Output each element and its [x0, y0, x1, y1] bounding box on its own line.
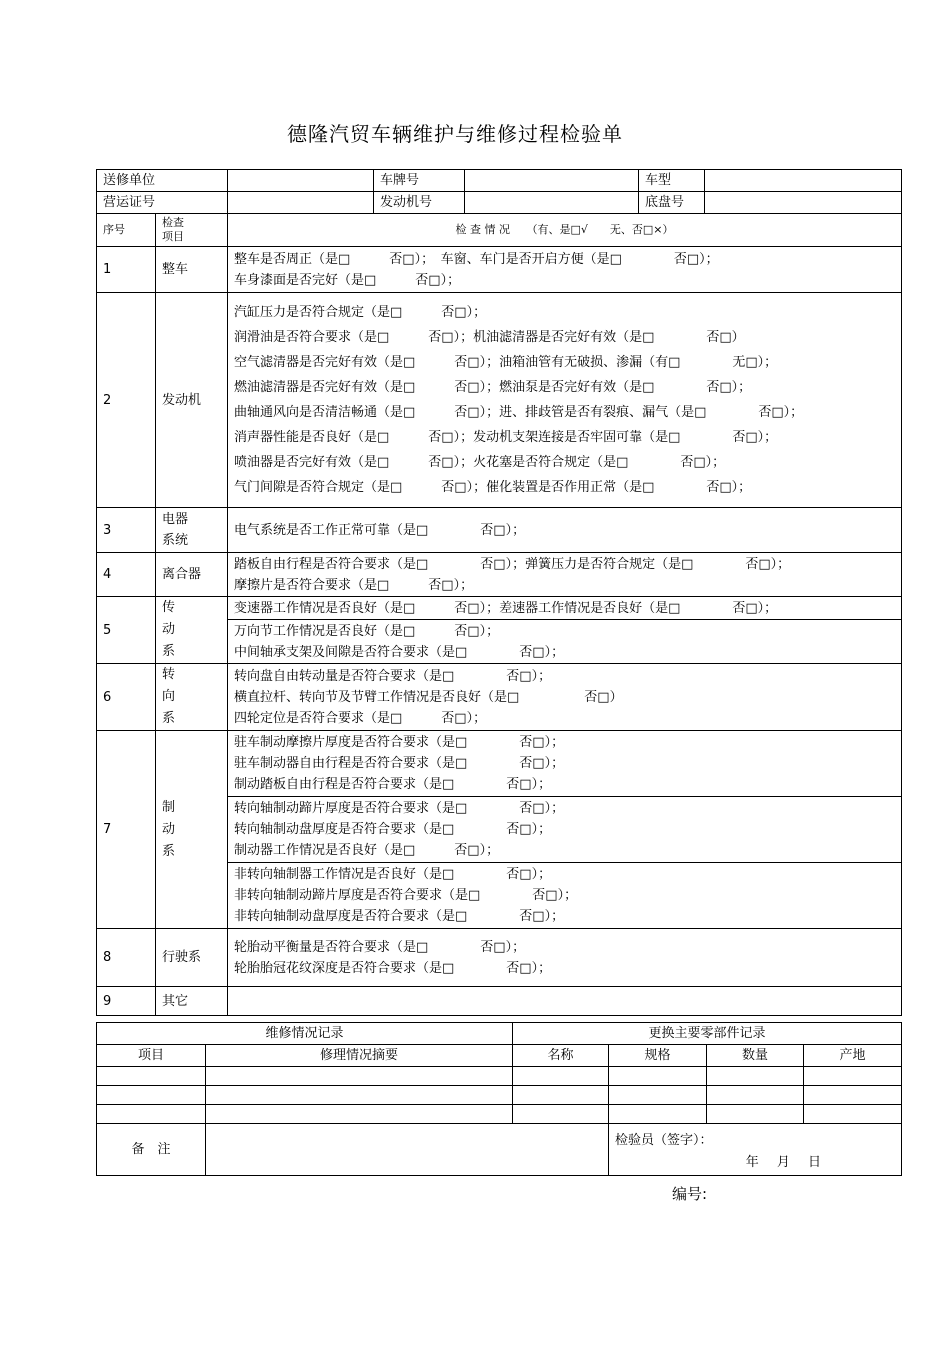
col-origin: 产地	[804, 1045, 902, 1067]
check-line: 整车是否周正（是□ 否□）； 车窗、车门是否开启方便（是□ 否□）；	[234, 251, 719, 267]
row-name: 行驶系	[156, 929, 228, 987]
check-line: 气门间隙是否符合规定（是□ 否□）；催化装置是否作用正常（是□ 否□）；	[234, 480, 752, 495]
col-item-header-l1: 检查	[162, 216, 184, 229]
plate-no-field[interactable]	[465, 170, 639, 192]
model-label: 车型	[639, 170, 705, 192]
row-name-l1: 电器	[162, 512, 189, 527]
check-line: 中间轴承支架及间隙是否符合要求（是□ 否□）；	[234, 644, 565, 660]
inspection-table	[96, 169, 902, 1016]
check-line: 润滑油是否符合要求（是□ 否□）；机油滤清器是否完好有效（是□ 否□）	[234, 330, 745, 345]
remarks-label: 备 注	[97, 1124, 206, 1176]
check-line: 转向轴制动盘厚度是否符合要求（是□ 否□）；	[234, 822, 552, 837]
parts-record-title: 更换主要零部件记录	[513, 1023, 902, 1045]
check-line: 踏板自由行程是否符合要求（是□ 否□）；弹簧压力是否符合规定（是□ 否□）；	[234, 556, 791, 572]
check-line: 制动器工作情况是否良好（是□ 否□）；	[234, 843, 500, 858]
send-unit-label: 送修单位	[97, 170, 228, 192]
record-cell[interactable]	[804, 1067, 902, 1086]
license-no-label: 营运证号	[97, 192, 228, 214]
check-line: 非转向轴制动盘厚度是否符合要求（是□ 否□）；	[234, 909, 565, 924]
page-title: 德隆汽贸车辆维护与维修过程检验单	[287, 122, 623, 146]
row-name: 发动机	[156, 293, 228, 508]
check-line: 制动踏板自由行程是否符合要求（是□ 否□）；	[234, 777, 552, 792]
row-no: 4	[97, 553, 156, 597]
row-name: 离合器	[156, 553, 228, 597]
check-line: 转向轴制动蹄片厚度是否符合要求（是□ 否□）；	[234, 801, 565, 816]
table-row	[97, 553, 902, 597]
col-seq-header: 序号	[97, 214, 156, 247]
table-row	[97, 1105, 902, 1124]
check-line: 转向盘自由转动量是否符合要求（是□ 否□）；	[234, 668, 552, 684]
table-row	[97, 293, 902, 508]
row-name-char: 动	[162, 821, 176, 837]
date-label: 年 月 日	[745, 1154, 822, 1170]
row-name-char: 系	[162, 711, 176, 726]
check-line: 轮胎动平衡量是否符合要求（是□ 否□）；	[234, 939, 526, 955]
engine-no-label: 发动机号	[374, 192, 465, 214]
table-row	[97, 247, 902, 293]
record-cell[interactable]	[513, 1067, 609, 1086]
row-no: 5	[97, 597, 156, 664]
chassis-no-field[interactable]	[705, 192, 902, 214]
record-cell[interactable]	[707, 1067, 804, 1086]
record-cell[interactable]	[707, 1105, 804, 1124]
table-row	[97, 1086, 902, 1105]
other-field[interactable]	[228, 987, 902, 1016]
check-line: 摩擦片是否符合要求（是□ 否□）；	[234, 577, 474, 593]
row-content	[228, 664, 902, 731]
row-name	[156, 731, 228, 929]
row-name-char: 向	[162, 689, 176, 704]
send-unit-field[interactable]	[228, 170, 374, 192]
row-no: 6	[97, 664, 156, 731]
check-line: 万向节工作情况是否良好（是□ 否□）；	[234, 623, 500, 639]
row-name-char: 转	[162, 667, 176, 682]
check-line: 汽缸压力是否符合规定（是□ 否□）；	[234, 305, 487, 320]
col-item: 项目	[97, 1045, 206, 1067]
chassis-no-label: 底盘号	[639, 192, 705, 214]
row-no: 7	[97, 731, 156, 929]
check-line: 驻车制动器自由行程是否符合要求（是□ 否□）；	[234, 756, 565, 771]
table-row	[97, 597, 902, 620]
record-cell[interactable]	[804, 1086, 902, 1105]
check-line: 四轮定位是否符合要求（是□ 否□）；	[234, 710, 487, 726]
check-line: 驻车制动摩擦片厚度是否符合要求（是□ 否□）；	[234, 735, 565, 750]
row-name-char: 系	[162, 644, 176, 659]
row-name	[156, 664, 228, 731]
col-status-header: 检 查 情 况 （有、是□√ 无、否□×）	[228, 214, 902, 247]
row-content	[228, 508, 902, 553]
row-content	[228, 553, 902, 597]
record-cell[interactable]	[804, 1105, 902, 1124]
row-name	[156, 597, 228, 664]
record-cell[interactable]	[97, 1086, 206, 1105]
col-item-header-l2: 项目	[162, 230, 184, 243]
inspector-label: 检验员（签字）：	[615, 1132, 713, 1148]
col-qty: 数量	[707, 1045, 804, 1067]
table-row	[97, 664, 902, 731]
record-cell[interactable]	[513, 1086, 609, 1105]
row-content	[228, 731, 902, 797]
row-content	[228, 863, 902, 929]
license-no-field[interactable]	[228, 192, 374, 214]
col-spec: 规格	[609, 1045, 707, 1067]
check-line: 空气滤清器是否完好有效（是□ 否□）；油箱油管有无破损、渗漏（有□ 无□）；	[234, 355, 778, 370]
record-cell[interactable]	[206, 1086, 513, 1105]
row-content	[228, 797, 902, 863]
check-line: 车身漆面是否完好（是□ 否□）；	[234, 272, 461, 288]
row-name-char: 传	[162, 600, 176, 615]
record-cell[interactable]	[97, 1105, 206, 1124]
records-table	[96, 1022, 902, 1176]
record-cell[interactable]	[609, 1067, 707, 1086]
row-name: 整车	[156, 247, 228, 293]
row-name-char: 制	[162, 799, 176, 815]
row-no: 2	[97, 293, 156, 508]
record-cell[interactable]	[206, 1105, 513, 1124]
row-no: 9	[97, 987, 156, 1016]
table-row	[97, 1067, 902, 1086]
row-no: 3	[97, 508, 156, 553]
check-line: 横直拉杆、转向节及节臂工作情况是否良好（是□ 否□）	[234, 689, 623, 705]
serial-no-label: 编号:	[672, 1185, 708, 1203]
row-name	[156, 508, 228, 553]
row-name-char: 动	[162, 622, 176, 637]
row-name-char: 系	[162, 843, 176, 859]
model-field[interactable]	[705, 170, 902, 192]
check-line: 消声器性能是否良好（是□ 否□）；发动机支架连接是否牢固可靠（是□ 否□）；	[234, 430, 778, 445]
col-name: 名称	[513, 1045, 609, 1067]
record-cell[interactable]	[97, 1067, 206, 1086]
check-line: 曲轴通风向是否清洁畅通（是□ 否□）；进、排歧管是否有裂痕、漏气（是□ 否□）；	[234, 405, 804, 420]
check-line: 非转向轴制器工作情况是否良好（是□ 否□）；	[234, 867, 552, 882]
table-row	[97, 731, 902, 797]
row-no: 8	[97, 929, 156, 987]
table-row	[97, 508, 902, 553]
col-summary: 修理情况摘要	[206, 1045, 513, 1067]
engine-no-field[interactable]	[465, 192, 639, 214]
table-row	[97, 929, 902, 987]
check-line: 电气系统是否工作正常可靠（是□ 否□）；	[234, 522, 526, 538]
check-line: 变速器工作情况是否良好（是□ 否□）；差速器工作情况是否良好（是□ 否□）；	[228, 597, 902, 620]
record-cell[interactable]	[609, 1105, 707, 1124]
row-name: 其它	[156, 987, 228, 1016]
check-line: 喷油器是否完好有效（是□ 否□）；火花塞是否符合规定（是□ 否□）；	[234, 455, 726, 470]
remarks-field[interactable]	[206, 1124, 609, 1176]
check-line: 非转向轴制动蹄片厚度是否符合要求（是□ 否□）；	[234, 888, 578, 903]
check-line: 轮胎胎冠花纹深度是否符合要求（是□ 否□）；	[234, 960, 552, 976]
row-content	[228, 620, 902, 664]
row-no: 1	[97, 247, 156, 293]
row-content	[228, 247, 902, 293]
record-cell[interactable]	[707, 1086, 804, 1105]
record-cell[interactable]	[513, 1105, 609, 1124]
repair-record-title: 维修情况记录	[97, 1023, 513, 1045]
record-cell[interactable]	[609, 1086, 707, 1105]
row-name-l2: 系统	[162, 533, 189, 548]
inspector-cell[interactable]	[609, 1124, 902, 1176]
col-item-header	[156, 214, 228, 247]
record-cell[interactable]	[206, 1067, 513, 1086]
table-row	[97, 987, 902, 1016]
plate-no-label: 车牌号	[374, 170, 465, 192]
row-content	[228, 929, 902, 987]
check-line: 燃油滤清器是否完好有效（是□ 否□）；燃油泵是否完好有效（是□ 否□）；	[234, 380, 752, 395]
row-content	[228, 293, 902, 508]
